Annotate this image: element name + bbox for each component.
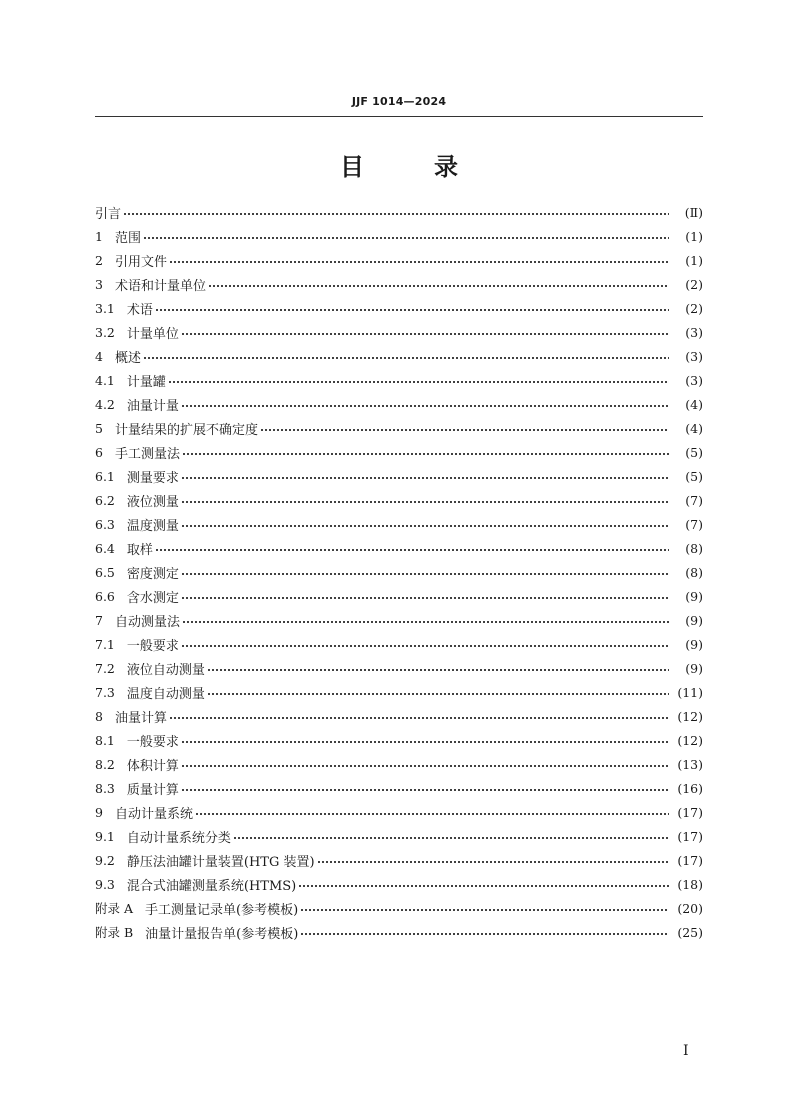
toc-entry-page: (2) [685, 276, 703, 292]
toc-entry-number: 9.2 [95, 852, 115, 868]
toc-dot-leader [169, 255, 669, 269]
toc-dot-leader [260, 423, 669, 437]
toc-dot-leader [168, 375, 669, 389]
toc-entry-number: 8.2 [95, 756, 115, 772]
toc-entry-page: (11) [677, 684, 703, 700]
toc-entry-title: 手工测量记录单(参考模板) [145, 902, 299, 918]
toc-entry-number: 5 [95, 420, 103, 436]
toc-entry[interactable] [95, 224, 703, 248]
toc-entry-number: 3.2 [95, 324, 115, 340]
toc-entry[interactable] [95, 416, 703, 440]
toc-entry-number: 附录 A [95, 901, 134, 916]
toc-entry-title: 油量计量报告单(参考模板) [145, 926, 299, 942]
toc-dot-leader [143, 231, 669, 245]
toc-entry-number: 4.1 [95, 372, 115, 388]
toc-entry-number: 6.6 [95, 588, 115, 604]
toc-entry[interactable] [95, 392, 703, 416]
toc-dot-leader [182, 447, 669, 461]
toc-entry-title: 温度测量 [126, 518, 179, 534]
toc-entry-title: 质量计算 [126, 782, 179, 798]
toc-entry[interactable] [95, 872, 703, 896]
toc-entry-number: 6 [95, 444, 103, 460]
toc-entry-title: 取样 [126, 542, 153, 558]
toc-dot-leader [181, 399, 669, 413]
toc-dot-leader [181, 639, 669, 653]
toc-entry-page: (7) [685, 516, 703, 532]
toc-entry[interactable] [95, 248, 703, 272]
toc-entry[interactable] [95, 656, 703, 680]
toc-entry[interactable] [95, 920, 703, 944]
toc-dot-leader [300, 903, 669, 917]
toc-entry-page: (25) [677, 924, 703, 940]
toc-entry-number: 6.4 [95, 540, 115, 556]
toc-dot-leader [317, 855, 669, 869]
toc-entry[interactable] [95, 776, 703, 800]
table-of-contents [95, 200, 703, 944]
toc-dot-leader [143, 351, 669, 365]
toc-entry-title: 自动计量系统分类 [126, 830, 231, 846]
toc-entry-title: 计量单位 [126, 326, 179, 342]
page-title-char-2: 录 [434, 153, 458, 181]
toc-entry[interactable] [95, 704, 703, 728]
toc-entry-page: (5) [685, 444, 703, 460]
toc-dot-leader [208, 279, 669, 293]
toc-entry-page: (8) [685, 564, 703, 580]
toc-entry[interactable] [95, 728, 703, 752]
toc-entry-number: 7.2 [95, 660, 115, 676]
page-title [95, 147, 703, 182]
toc-entry-page: (9) [685, 660, 703, 676]
page-number: I [683, 1043, 689, 1059]
toc-entry[interactable] [95, 896, 703, 920]
toc-entry-page: (9) [685, 588, 703, 604]
toc-entry-title: 测量要求 [126, 470, 179, 486]
toc-entry-number: 7 [95, 612, 103, 628]
toc-entry-title: 计量结果的扩展不确定度 [114, 422, 258, 438]
toc-dot-leader [181, 327, 669, 341]
toc-entry-number: 4.2 [95, 396, 115, 412]
toc-entry-page: (12) [677, 708, 703, 724]
toc-entry[interactable] [95, 440, 703, 464]
toc-entry-page: (5) [685, 468, 703, 484]
toc-dot-leader [181, 519, 669, 533]
toc-dot-leader [300, 927, 669, 941]
toc-entry-page: (17) [677, 804, 703, 820]
toc-entry[interactable] [95, 608, 703, 632]
toc-entry-title: 密度测定 [126, 566, 179, 582]
toc-entry-page: (18) [677, 876, 703, 892]
toc-entry-page: (17) [677, 828, 703, 844]
toc-entry-title: 含水测定 [126, 590, 179, 606]
toc-entry-title: 液位自动测量 [126, 662, 205, 678]
toc-entry-page: (Ⅱ) [684, 204, 703, 220]
toc-entry-number: 3.1 [95, 300, 115, 316]
toc-entry-title: 范围 [114, 230, 141, 246]
toc-entry-page: (4) [685, 420, 703, 436]
toc-entry-number: 8 [95, 708, 103, 724]
toc-entry-title: 概述 [114, 350, 141, 366]
toc-entry-page: (8) [685, 540, 703, 556]
toc-entry-page: (7) [685, 492, 703, 508]
toc-entry-title: 一般要求 [126, 734, 179, 750]
toc-entry-number: 8.1 [95, 732, 115, 748]
toc-dot-leader [195, 807, 669, 821]
toc-entry-title: 引用文件 [114, 254, 167, 270]
toc-entry-page: (4) [685, 396, 703, 412]
toc-dot-leader [181, 495, 669, 509]
toc-dot-leader [181, 471, 669, 485]
toc-entry-title: 液位测量 [126, 494, 179, 510]
toc-dot-leader [169, 711, 669, 725]
toc-entry[interactable] [95, 536, 703, 560]
toc-entry-title: 手工测量法 [114, 446, 180, 462]
toc-entry-page: (3) [685, 348, 703, 364]
toc-dot-leader [181, 591, 669, 605]
toc-entry-number: 8.3 [95, 780, 115, 796]
toc-entry-number: 9 [95, 804, 103, 820]
toc-entry-page: (16) [677, 780, 703, 796]
toc-dot-leader [181, 567, 669, 581]
toc-entry[interactable] [95, 848, 703, 872]
toc-dot-leader [182, 615, 669, 629]
toc-dot-leader [155, 543, 669, 557]
toc-dot-leader [123, 207, 669, 221]
toc-entry-title: 温度自动测量 [126, 686, 205, 702]
toc-entry[interactable] [95, 488, 703, 512]
toc-entry-page: (1) [685, 228, 703, 244]
toc-entry[interactable] [95, 584, 703, 608]
toc-entry-title: 静压法油罐计量装置(HTG 装置) [126, 854, 315, 870]
toc-entry-title: 自动计量系统 [114, 806, 193, 822]
toc-entry[interactable] [95, 800, 703, 824]
toc-entry[interactable] [95, 632, 703, 656]
toc-entry-page: (1) [685, 252, 703, 268]
toc-entry-page: (2) [685, 300, 703, 316]
toc-entry-number: 6.2 [95, 492, 115, 508]
toc-entry[interactable] [95, 512, 703, 536]
toc-entry-number: 6.5 [95, 564, 115, 580]
toc-entry-number: 4 [95, 348, 103, 364]
toc-entry-number: 6.3 [95, 516, 115, 532]
toc-entry-number: 7.1 [95, 636, 115, 652]
header-rule [95, 116, 703, 117]
toc-dot-leader [298, 879, 669, 893]
toc-entry-title: 油量计量 [126, 398, 179, 414]
toc-entry[interactable] [95, 752, 703, 776]
toc-entry-page: (9) [685, 612, 703, 628]
toc-entry-title: 术语和计量单位 [114, 278, 206, 294]
toc-entry[interactable] [95, 368, 703, 392]
toc-entry-number: 2 [95, 252, 103, 268]
toc-entry-page: (3) [685, 372, 703, 388]
toc-entry[interactable] [95, 320, 703, 344]
toc-entry[interactable] [95, 344, 703, 368]
toc-entry-number: 1 [95, 228, 103, 244]
toc-entry-title: 体积计算 [126, 758, 179, 774]
toc-entry-number: 3 [95, 276, 103, 292]
toc-entry-page: (3) [685, 324, 703, 340]
toc-entry-page: (20) [677, 900, 703, 916]
toc-dot-leader [233, 831, 669, 845]
toc-dot-leader [155, 303, 669, 317]
toc-entry-number: 附录 B [95, 925, 134, 940]
toc-entry[interactable] [95, 464, 703, 488]
toc-entry-number: 7.3 [95, 684, 115, 700]
toc-entry[interactable] [95, 560, 703, 584]
toc-entry[interactable] [95, 272, 703, 296]
toc-dot-leader [181, 759, 669, 773]
toc-entry-number: 9.3 [95, 876, 115, 892]
toc-entry-number: 6.1 [95, 468, 115, 484]
document-code-header: JJF 1014—2024 [351, 95, 447, 108]
toc-entry[interactable] [95, 680, 703, 704]
toc-entry-title: 计量罐 [126, 374, 166, 390]
toc-dot-leader [207, 687, 669, 701]
toc-entry-title: 自动测量法 [114, 614, 180, 630]
toc-entry-page: (13) [677, 756, 703, 772]
toc-entry-title: 混合式油罐测量系统(HTMS) [126, 878, 297, 894]
toc-entry[interactable] [95, 200, 703, 224]
toc-entry-title: 油量计算 [114, 710, 167, 726]
toc-dot-leader [181, 735, 669, 749]
toc-entry-title: 一般要求 [126, 638, 179, 654]
toc-entry[interactable] [95, 296, 703, 320]
toc-entry-title: 引言 [95, 206, 122, 222]
toc-entry-page: (9) [685, 636, 703, 652]
toc-entry-number: 9.1 [95, 828, 115, 844]
page-title-char-1: 目 [340, 153, 364, 181]
toc-dot-leader [207, 663, 669, 677]
toc-entry-page: (12) [677, 732, 703, 748]
toc-dot-leader [181, 783, 669, 797]
toc-entry[interactable] [95, 824, 703, 848]
toc-entry-page: (17) [677, 852, 703, 868]
toc-entry-title: 术语 [126, 302, 153, 318]
